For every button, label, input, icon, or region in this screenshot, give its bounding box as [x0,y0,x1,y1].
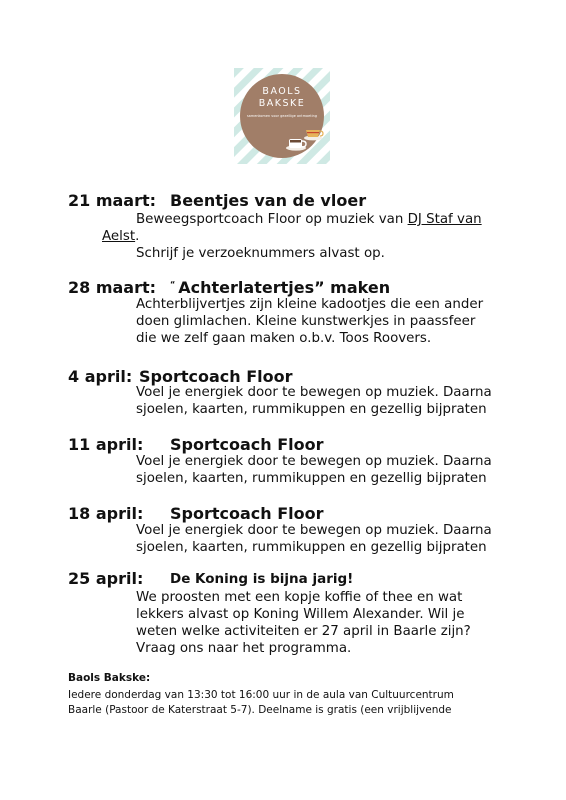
logo-tagline: samenkomen voor gezellige ontmoeting [246,114,318,118]
logo-title-line1: BAOLS [262,86,302,97]
event-description-line: Schrijf je verzoeknummers alvast op. [136,246,385,261]
event-title: Sportcoach Floor [170,435,324,454]
event-description-line [102,229,139,244]
footer-text-line: Baarle (Pastoor de Katerstraat 5-7). Deelname is gratis (een vrijblijvende [68,704,452,716]
description-text: Beweegsportcoach Floor op muziek van [136,212,408,227]
event-date: 25 april: [68,569,144,588]
event-description-line: Voel je energiek door te bewegen op muziek. Daarna [136,454,492,469]
event-description-line: lekkers alvast op Koning Willem Alexander. Wil je [136,607,465,622]
event-description-line: weten welke activiteiten er 27 april in Baarle zijn? [136,624,471,639]
event-description-line: Vraag ons naar het programma. [136,641,352,656]
event-title: Beentjes van de vloer [170,191,367,210]
event-title: Sportcoach Floor [139,367,293,386]
event-description-line: sjoelen, kaarten, rummikuppen en gezellig bijpraten [136,402,487,417]
open-quote: “ [170,280,176,289]
event-description-line: sjoelen, kaarten, rummikuppen en gezellig bijpraten [136,540,487,555]
event-description-line: die we zelf gaan maken o.b.v. Toos Roovers. [136,331,432,346]
event-title: De Koning is bijna jarig! [170,571,354,587]
event-description-line: Voel je energiek door te bewegen op muziek. Daarna [136,385,492,400]
event-description-line: Achterblijvertjes zijn kleine kadootjes die een ander [136,297,484,312]
event-title-text: Achterlatertjes” maken [178,278,391,297]
event-title: Sportcoach Floor [170,504,324,523]
event-description-line: sjoelen, kaarten, rummikuppen en gezellig bijpraten [136,471,487,486]
event-date: 18 april: [68,504,144,523]
baols-bakske-logo [234,68,330,164]
event-date: 11 april: [68,435,144,454]
footer-text-line: Iedere donderdag van 13:30 tot 16:00 uur in de aula van Cultuurcentrum [68,689,454,701]
description-text: . [135,229,140,244]
event-description-line: Voel je energiek door te bewegen op muziek. Daarna [136,523,492,538]
event-description-line [136,212,482,227]
event-description-line: We proosten met een kopje koffie of thee en wat [136,590,463,605]
logo-title-line2: BAKSKE [258,98,306,109]
event-date: 4 april: [68,367,133,386]
dj-link-part1[interactable]: DJ Staf van [407,212,482,227]
event-title [170,278,390,297]
footer-heading: Baols Bakske: [68,672,151,684]
event-description-line: doen glimlachen. Kleine kunstwerkjes in paassfeer [136,314,476,329]
event-date: 28 maart: [68,278,157,297]
dj-link-part2[interactable]: Aelst [102,229,136,244]
event-date: 21 maart: [68,191,157,210]
